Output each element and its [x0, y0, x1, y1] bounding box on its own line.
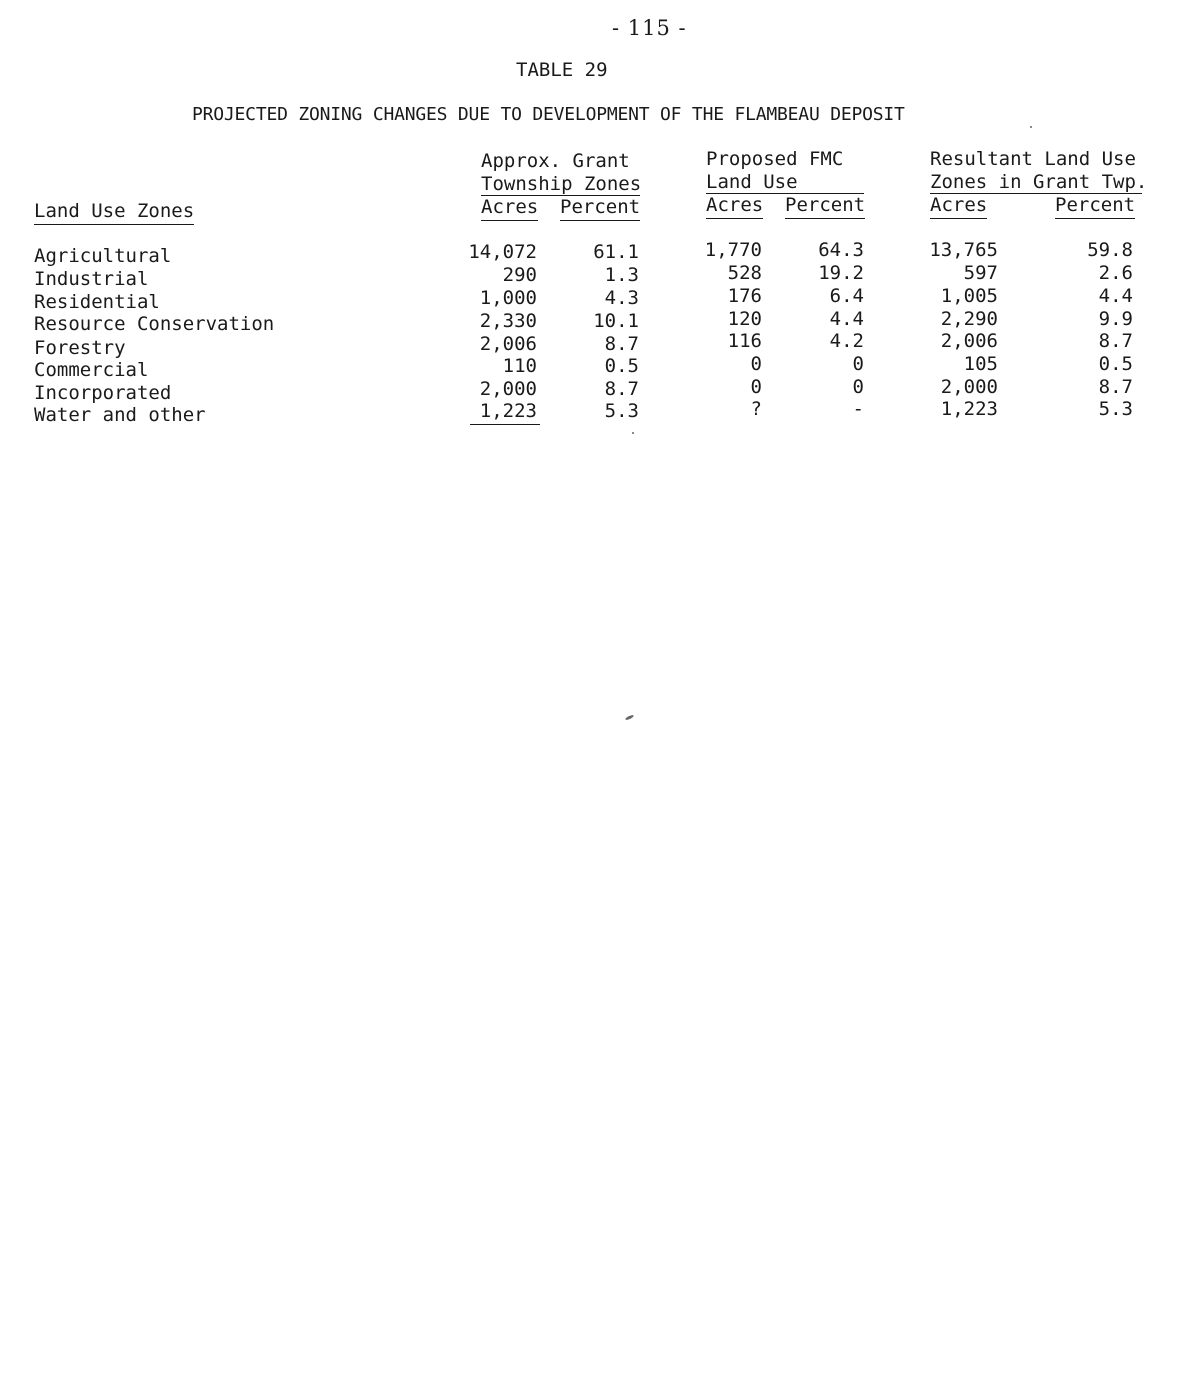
- group1-header-line1: Approx. Grant: [481, 150, 630, 172]
- group1-header-line2: Township Zones: [481, 173, 642, 195]
- result-percent-cell: 8.7: [1098, 330, 1133, 352]
- fmc-acres-cell: 0: [750, 376, 762, 398]
- row-zone-label: Commercial: [34, 359, 149, 381]
- group3-acres-header: Acres: [930, 194, 987, 219]
- grant-percent-cell: 61.1: [593, 241, 639, 263]
- fmc-percent-cell: 4.4: [829, 308, 864, 330]
- grant-percent-cell: 10.1: [593, 310, 639, 332]
- grant-acres-cell: 110: [502, 355, 537, 377]
- result-acres-cell: 1,005: [940, 285, 998, 307]
- result-percent-cell: 2.6: [1098, 262, 1133, 284]
- grant-acres-cell: 1,000: [479, 287, 537, 309]
- result-percent-cell: 5.3: [1098, 398, 1133, 420]
- fmc-percent-cell: 0: [852, 353, 864, 375]
- group1-acres-header: Acres: [481, 196, 538, 221]
- table-title: PROJECTED ZONING CHANGES DUE TO DEVELOPMENT OF THE FLAMBEAU DEPOSIT: [192, 104, 905, 125]
- grant-percent-cell: 8.7: [604, 333, 639, 355]
- result-percent-cell: 4.4: [1098, 285, 1133, 307]
- result-acres-cell: 1,223: [940, 398, 998, 420]
- result-acres-cell: 13,765: [929, 239, 998, 261]
- fmc-percent-cell: 0: [852, 376, 864, 398]
- row-zone-label: Agricultural: [34, 245, 172, 267]
- group2-percent-header: Percent: [785, 194, 865, 219]
- result-acres-cell: 2,000: [940, 376, 998, 398]
- row-zone-label: Incorporated: [34, 382, 172, 404]
- result-acres-cell: 105: [963, 353, 998, 375]
- fmc-percent-cell: 64.3: [818, 239, 864, 261]
- grant-acres-cell: 290: [502, 264, 537, 286]
- scan-speck: [1030, 126, 1032, 128]
- group3-percent-header: Percent: [1055, 194, 1135, 219]
- grant-percent-cell: 0.5: [604, 355, 639, 377]
- grant-percent-cell: 4.3: [604, 287, 639, 309]
- grant-acres-cell: 14,072: [468, 241, 537, 263]
- fmc-percent-cell: 6.4: [829, 285, 864, 307]
- acres-total-rule: [470, 424, 540, 425]
- grant-percent-cell: 5.3: [604, 400, 639, 422]
- fmc-acres-cell: 116: [727, 330, 762, 352]
- result-percent-cell: 59.8: [1087, 239, 1133, 261]
- group2-header-line2: Land Use: [706, 171, 798, 193]
- fmc-percent-cell: -: [852, 398, 864, 420]
- row-zone-label: Water and other: [34, 404, 206, 426]
- fmc-acres-cell: ?: [750, 398, 762, 420]
- fmc-acres-cell: 1,770: [704, 239, 762, 261]
- grant-acres-cell: 2,006: [479, 333, 537, 355]
- result-acres-cell: 2,006: [940, 330, 998, 352]
- result-percent-cell: 9.9: [1098, 308, 1133, 330]
- fmc-percent-cell: 4.2: [829, 330, 864, 352]
- fmc-acres-cell: 120: [727, 308, 762, 330]
- group2-header-line1: Proposed FMC: [706, 148, 844, 170]
- table-label: TABLE 29: [516, 59, 608, 81]
- result-acres-cell: 597: [963, 262, 998, 284]
- result-percent-cell: 0.5: [1098, 353, 1133, 375]
- row-zone-label: Residential: [34, 291, 160, 313]
- group3-header-line2: Zones in Grant Twp.: [930, 171, 1148, 193]
- fmc-acres-cell: 0: [750, 353, 762, 375]
- group3-header-line1: Resultant Land Use: [930, 148, 1136, 170]
- grant-acres-cell: 2,330: [479, 310, 537, 332]
- grant-acres-cell: 2,000: [479, 378, 537, 400]
- fmc-acres-cell: 176: [727, 285, 762, 307]
- result-acres-cell: 2,290: [940, 308, 998, 330]
- scan-speck: [625, 714, 634, 721]
- fmc-acres-cell: 528: [727, 262, 762, 284]
- land-use-zones-header: Land Use Zones: [34, 200, 194, 225]
- grant-percent-cell: 8.7: [604, 378, 639, 400]
- row-zone-label: Resource Conservation: [34, 313, 275, 335]
- grant-percent-cell: 1.3: [604, 264, 639, 286]
- row-zone-label: Forestry: [34, 337, 126, 359]
- result-percent-cell: 8.7: [1098, 376, 1133, 398]
- scan-speck: [632, 432, 634, 434]
- group2-acres-header: Acres: [706, 194, 763, 219]
- row-zone-label: Industrial: [34, 268, 149, 290]
- grant-acres-cell: 1,223: [479, 400, 537, 422]
- page-number: - 115 -: [612, 16, 687, 40]
- fmc-percent-cell: 19.2: [818, 262, 864, 284]
- group1-percent-header: Percent: [560, 196, 640, 221]
